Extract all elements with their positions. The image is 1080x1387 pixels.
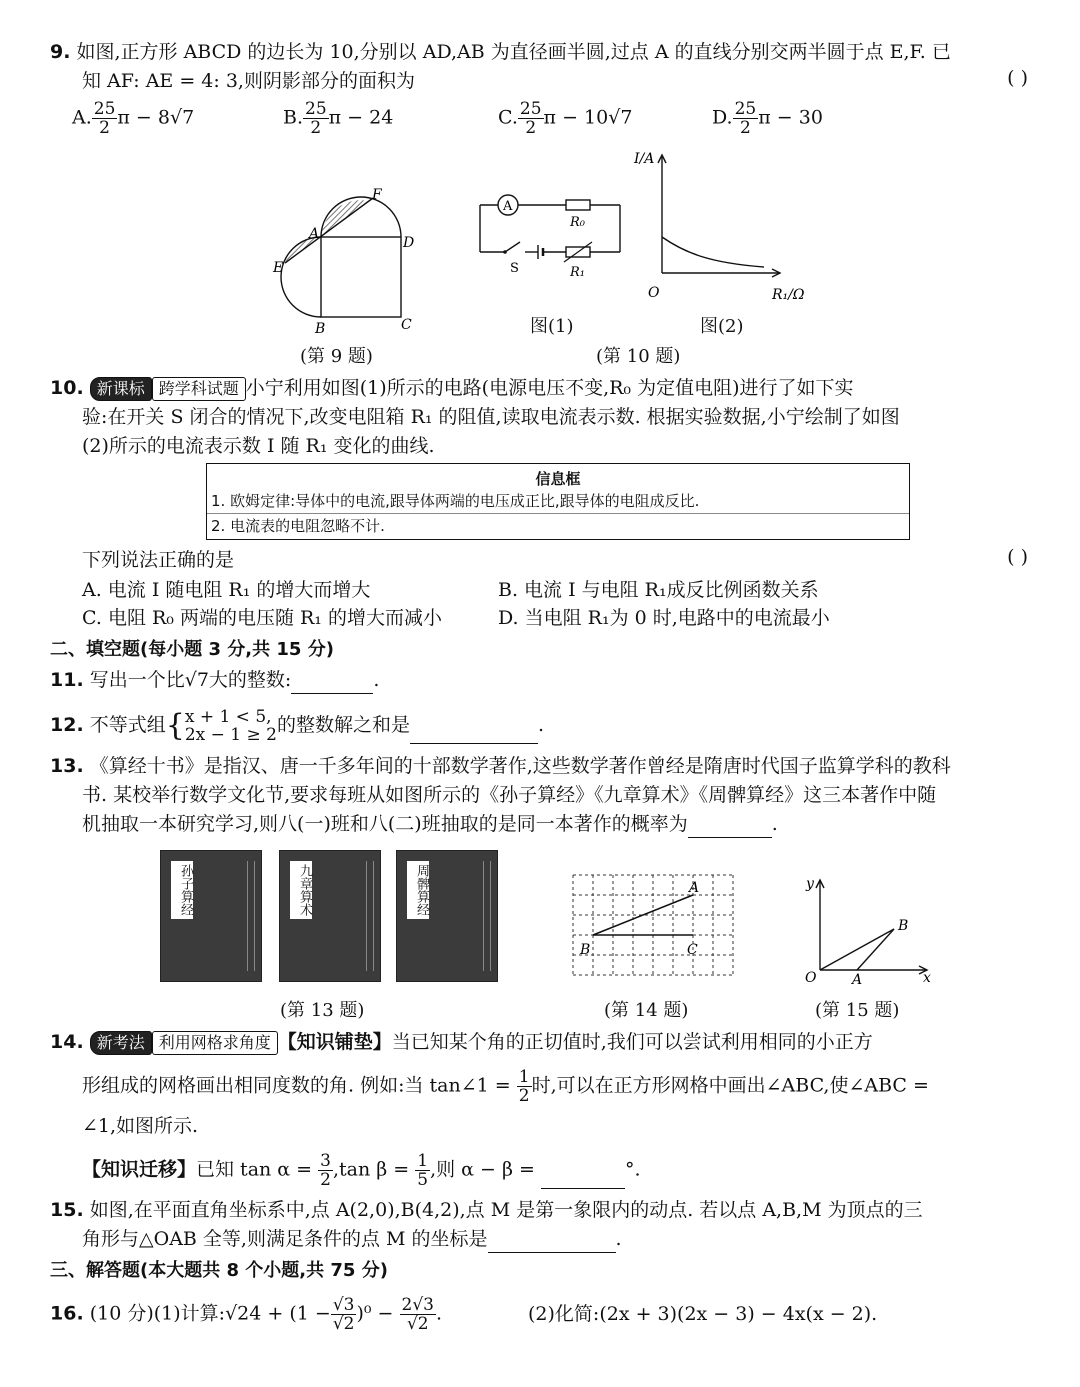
q9-option-b-den: 2 — [310, 118, 322, 138]
q10-text1: 小宁利用如图(1)所示的电路(电源电压不变,R₀ 为定值电阻)进行了如下实 — [245, 377, 854, 399]
section-solutions: 三、解答题(本大题共 8 个小题,共 75 分) — [50, 1260, 388, 1281]
q12 — [50, 708, 544, 744]
q14-label-b: B — [580, 942, 591, 958]
q10-info-title: 信息框 — [535, 470, 581, 488]
q15-label-o: O — [805, 970, 817, 986]
q9-option-a-label: A. — [72, 106, 92, 129]
q14-label-a: A — [689, 880, 700, 896]
q12-system — [185, 708, 277, 744]
q10-question: 下列说法正确的是 — [82, 549, 235, 571]
q15-end: . — [615, 1228, 622, 1250]
q14-tag-grid-angle: 利用网格求角度 — [152, 1031, 278, 1055]
q10-option-a: A. 电流 I 随电阻 R₁ 的增大而增大 — [82, 579, 371, 601]
q9-option-c-den: 2 — [525, 118, 537, 138]
q16-fraction-2 — [400, 1296, 436, 1333]
q10-switch-label: S — [510, 261, 519, 276]
q13-answer-blank[interactable] — [688, 819, 772, 838]
q10-switch-pivot — [503, 250, 507, 254]
q10-line1 — [50, 374, 854, 402]
q15-text1: 如图,在平面直角坐标系中,点 A(2,0),B(4,2),点 M 是第一象限内的动点. 若以点 A,B,M 为顶点的三 — [89, 1199, 923, 1221]
q14-answer-blank[interactable] — [541, 1170, 625, 1189]
q14-text2b: 时,可以在正方形网格中画出∠ABC,使∠ABC = — [531, 1074, 929, 1097]
q10-info-box — [206, 463, 910, 540]
q14-f1-num: 1 — [518, 1067, 530, 1087]
q14-tag-new-method: 新考法 — [90, 1031, 152, 1055]
q16-part2: )⁰ − — [356, 1302, 394, 1325]
q15-coordinate-figure — [795, 870, 940, 988]
q13-text1: 《算经十书》是指汉、唐一千多年间的十部数学著作,这些数学著作曾经是隋唐时代国子监算学科的教科 — [89, 755, 951, 777]
q9-option-d-fraction — [733, 100, 759, 137]
q10-circuit-figure — [470, 190, 630, 285]
q11-answer-blank[interactable] — [291, 675, 373, 694]
q9-label-c: C — [401, 317, 412, 333]
q9-line2 — [82, 67, 415, 95]
q12-number: 12. — [50, 714, 84, 736]
book-sunzi-title: 孙子算经 — [171, 861, 193, 919]
q12-brace: { — [165, 708, 185, 743]
q16-part1: (10 分)(1)计算:√24 + (1 − — [89, 1302, 331, 1325]
q10-line3: (2)所示的电流表示数 I 随 R₁ 变化的曲线. — [82, 435, 435, 457]
q9-label-a: A — [309, 226, 320, 242]
q14-text1: 当已知某个角的正切值时,我们可以尝试利用相同的小正方 — [391, 1031, 873, 1053]
q9-label-e: E — [273, 260, 284, 276]
q11 — [50, 666, 379, 694]
q10-origin-label: O — [648, 285, 660, 301]
q14-text4a: 已知 tan α = — [196, 1158, 313, 1181]
q14-line3: ∠1,如图所示. — [82, 1115, 199, 1137]
q9-option-a-num: 25 — [93, 99, 116, 119]
book-spine — [247, 861, 255, 971]
q9-option-c-num: 25 — [519, 99, 542, 119]
q16-number: 16. — [50, 1302, 84, 1325]
q11-text: 写出一个比√7大的整数: — [89, 669, 292, 691]
q11-number: 11. — [50, 669, 84, 691]
q14-number: 14. — [50, 1031, 84, 1053]
q9-option-d — [712, 100, 823, 137]
q16-f2-den: √2 — [406, 1314, 429, 1334]
q14-f2-den: 2 — [320, 1170, 331, 1190]
q16-f2-num: 2√3 — [401, 1295, 434, 1315]
q14-caption: (第 14 题) — [604, 1000, 689, 1021]
q10-current-curve — [662, 237, 764, 267]
q9-text2: 知 AF: AE = 4: 3,则阴影部分的面积为 — [82, 70, 415, 92]
q9-option-d-label: D. — [712, 106, 733, 129]
q13-number: 13. — [50, 755, 84, 777]
book-zhoubi — [396, 850, 498, 982]
q10-resistor-r0 — [566, 200, 590, 210]
q10-tag-cross-subject: 跨学科试题 — [152, 377, 246, 401]
q9-text1: 如图,正方形 ABCD 的边长为 10,分别以 AD,AB 为直径画半圆,过点 A 的直线分别交两半圆于点 E,F. 已 — [76, 41, 951, 63]
q16-part2-simplify: (2)化简:(2x + 3)(2x − 3) − 4x(x − 2). — [528, 1303, 878, 1325]
q10-y-label: I/A — [634, 151, 655, 167]
q10-fig1-caption: 图(1) — [530, 316, 574, 337]
q9-option-d-num: 25 — [734, 99, 757, 119]
q9-option-d-rest: π − 30 — [758, 106, 823, 129]
q13-end: . — [771, 813, 778, 835]
book-spine — [483, 861, 491, 971]
q10-option-d: D. 当电阻 R₁为 0 时,电路中的电流最小 — [498, 607, 830, 629]
q9-option-a-fraction — [92, 100, 118, 137]
q10-switch — [505, 242, 520, 252]
q9-square — [321, 237, 401, 317]
q16-f1-den: √2 — [332, 1314, 355, 1334]
q9-label-b: B — [315, 321, 326, 337]
q10-answer-paren: ( ) — [1007, 546, 1028, 568]
q14-fraction-2 — [318, 1152, 333, 1189]
q9-option-b-fraction — [303, 100, 329, 137]
q10-ammeter-label: A — [503, 199, 513, 214]
q9-option-c-label: C. — [498, 106, 518, 129]
q11-end: . — [373, 669, 380, 691]
q14-line4 — [82, 1152, 641, 1189]
q9-line1 — [50, 38, 951, 66]
q15-number: 15. — [50, 1199, 84, 1221]
q14-fraction-1 — [517, 1068, 532, 1105]
book-jiuzhang-title: 九章算术 — [290, 861, 312, 919]
q14-f3-num: 1 — [417, 1151, 429, 1171]
q9-option-c-rest: π − 10√7 — [543, 106, 633, 129]
q10-line2: 验:在开关 S 闭合的情况下,改变电阻箱 R₁ 的阻值,读取电流表示数. 根据实验数据,小宁绘制了如图 — [82, 406, 900, 428]
q12-ineq2: 2x − 1 ≥ 2 — [184, 725, 277, 745]
q14-text4c: ,则 α − β = — [430, 1158, 535, 1181]
q12-post: 的整数解之和是 — [276, 714, 410, 736]
q13-line2: 书. 某校举行数学文化节,要求每班从如图所示的《孙子算经》《九章算术》《周髀算经》这三本著作中随 — [82, 784, 937, 806]
q14-line1 — [50, 1028, 873, 1056]
q15-segment-ob — [820, 929, 894, 970]
book-sunzi — [160, 850, 262, 982]
q15-caption: (第 15 题) — [815, 1000, 900, 1021]
q12-answer-blank[interactable] — [410, 725, 538, 744]
book-spine — [366, 861, 374, 971]
q9-option-a-rest: π − 8√7 — [117, 106, 195, 129]
q9-number: 9. — [50, 41, 71, 63]
q14-fraction-3 — [415, 1152, 430, 1189]
q9-label-d: D — [403, 235, 415, 251]
q9-answer-paren: ( ) — [1007, 67, 1028, 89]
q10-info-line1: 1. 欧姆定律:导体中的电流,跟导体两端的电压成正比,跟导体的电阻成反比. — [207, 489, 909, 514]
q10-x-label: R₁/Ω — [772, 287, 805, 303]
q14-text4b: ,tan β = — [332, 1158, 410, 1181]
q10-r1-label: R₁ — [570, 265, 585, 280]
q10-fig2-caption: 图(2) — [700, 316, 744, 337]
q14-knowledge-transfer: 【知识迁移】 — [82, 1158, 197, 1181]
q15-text2: 角形与△OAB 全等,则满足条件的点 M 的坐标是 — [82, 1228, 488, 1250]
q9-option-b-label: B. — [283, 106, 304, 129]
q13-line1 — [50, 752, 951, 780]
book-zhoubi-title: 周髀算经 — [407, 861, 429, 919]
q15-label-b: B — [898, 918, 909, 934]
q15-line2 — [82, 1225, 622, 1253]
q15-segment-ab — [857, 929, 894, 970]
q14-knowledge-base: 【知识铺垫】 — [277, 1031, 392, 1053]
q16-f1-num: √3 — [332, 1295, 355, 1315]
q14-text2a: 形组成的网格画出相同度数的角. 例如:当 tan∠1 = — [82, 1074, 511, 1097]
book-jiuzhang — [279, 850, 381, 982]
q9-caption: (第 9 题) — [300, 346, 373, 367]
q9-option-b — [283, 100, 393, 137]
q14-text4d: °. — [624, 1158, 641, 1181]
q12-end: . — [537, 714, 545, 736]
q10-info-line2: 2. 电流表的电阻忽略不计. — [211, 517, 385, 535]
q14-label-c: C — [687, 942, 698, 958]
q14-f3-den: 5 — [417, 1170, 429, 1190]
q15-label-y: y — [806, 876, 814, 892]
q13-text3: 机抽取一本研究学习,则八(一)班和八(二)班抽取的是同一本著作的概率为 — [82, 813, 688, 835]
q9-option-a-den: 2 — [99, 118, 110, 138]
q10-caption: (第 10 题) — [596, 346, 681, 367]
q10-tag-new-standard: 新课标 — [90, 377, 152, 401]
q9-option-c-fraction — [518, 100, 544, 137]
q9-label-f: F — [372, 187, 382, 203]
q14-f1-den: 2 — [518, 1086, 530, 1106]
q10-r0-label: R₀ — [570, 215, 585, 230]
q16 — [50, 1296, 442, 1333]
q15-line1 — [50, 1196, 923, 1224]
q13-line3 — [82, 810, 778, 838]
q9-option-d-den: 2 — [740, 118, 751, 138]
q14-grid — [573, 875, 733, 975]
q14-grid-figure — [570, 872, 736, 990]
q12-ineq1: x + 1 < 5, — [184, 707, 272, 727]
q9-option-a — [72, 100, 194, 137]
q14-f2-num: 3 — [320, 1151, 331, 1171]
q9-figure — [265, 185, 425, 340]
q9-option-b-rest: π − 24 — [328, 106, 394, 129]
q10-option-b: B. 电流 I 与电阻 R₁成反比例函数关系 — [498, 579, 819, 601]
section-fill-in: 二、填空题(每小题 3 分,共 15 分) — [50, 639, 334, 660]
q10-graph-figure — [634, 145, 815, 305]
q9-option-b-num: 25 — [305, 99, 327, 119]
q9-line-ef — [285, 198, 373, 263]
q10-number: 10. — [50, 377, 84, 399]
q15-label-x: x — [923, 970, 931, 986]
q16-fraction-1 — [331, 1296, 357, 1333]
q14-line2 — [82, 1068, 929, 1105]
q16-part3: . — [436, 1302, 443, 1325]
q15-answer-blank[interactable] — [488, 1234, 616, 1253]
q10-option-c: C. 电阻 R₀ 两端的电压随 R₁ 的增大而减小 — [82, 607, 442, 629]
q15-label-a: A — [852, 972, 863, 988]
q9-option-c — [498, 100, 632, 137]
q12-pre: 不等式组 — [89, 714, 166, 736]
q13-caption: (第 13 题) — [280, 1000, 365, 1021]
